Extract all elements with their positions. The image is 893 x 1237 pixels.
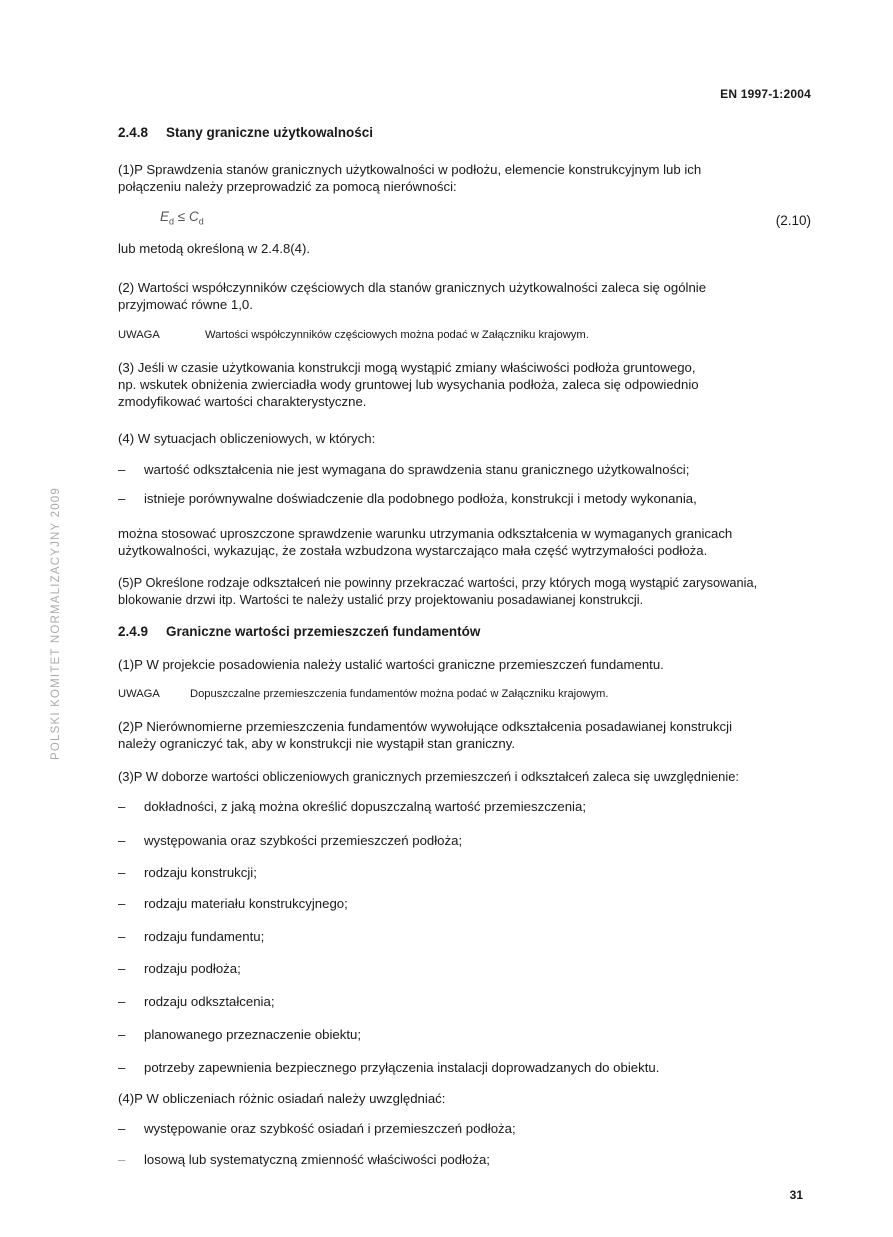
note-label: UWAGA: [118, 329, 160, 341]
paragraph-line: np. wskutek obniżenia zwierciadła wody gruntowej lub wysychania podłoża, zaleca się odpowiednio: [118, 377, 699, 392]
section-heading-2-4-9: [118, 624, 480, 639]
paragraph-1p: [118, 161, 798, 195]
paragraph-line: zmodyfikować wartości charakterystyczne.: [118, 394, 367, 409]
paragraph-line: (1)P Sprawdzenia stanów granicznych użytkowalności w podłożu, elemencie konstrukcyjnym lub ich: [118, 162, 702, 177]
paragraph-line: (5)P Określone rodzaje odkształceń nie powinny przekraczać wartości, przy których mogą wystąpić zarysowania,: [118, 575, 758, 590]
section-title: Stany graniczne użytkowalności: [166, 125, 374, 140]
note-2: [118, 688, 608, 700]
paragraph-line: można stosować uproszczone sprawdzenie warunku utrzymania odkształcenia w wymaganych granicach: [118, 526, 733, 541]
paragraph-4p: (4)P W obliczeniach różnic osiadań należy uwzględniać:: [118, 1091, 446, 1106]
paragraph-2: [118, 279, 798, 313]
document-id: EN 1997-1:2004: [720, 87, 811, 101]
paragraph-3: [118, 359, 798, 410]
paragraph-line: użytkowalności, wykazując, że została wzbudzona wystarczająco mała część wytrzymałości podłoża.: [118, 543, 708, 558]
note-label: UWAGA: [118, 688, 160, 700]
paragraph-line: należy ograniczyć tak, aby w konstrukcji nie wystąpił stan graniczny.: [118, 736, 516, 751]
paragraph-5p: [118, 574, 818, 608]
paragraph-line: (2) Wartości współczynników częściowych dla stanów granicznych użytkowalności zaleca się ogólnie: [118, 280, 707, 295]
paragraph-2p: [118, 718, 798, 752]
section-heading-2-4-8: [118, 125, 373, 140]
paragraph-line: blokowanie drzwi itp. Wartości te należy ustalić przy projektowaniu posadawianej konstrukcji.: [118, 592, 644, 607]
paragraph-4: (4) W sytuacjach obliczeniowych, w których:: [118, 431, 376, 446]
page-number: 31: [789, 1188, 803, 1202]
paragraph-3p: (3)P W doborze wartości obliczeniowych granicznych przemieszczeń i odkształceń zaleca się uwzględnienie:: [118, 769, 739, 784]
paragraph-after-formula: lub metodą określoną w 2.4.8(4).: [118, 241, 311, 256]
section-number: 2.4.9: [118, 624, 149, 639]
side-watermark: POLSKI KOMITET NORMALIZACYJNY 2009: [50, 486, 62, 760]
section-number: 2.4.8: [118, 125, 149, 140]
paragraph-line: (2)P Nierównomierne przemieszczenia fundamentów wywołujące odkształcenia posadawianej konstrukcji: [118, 719, 733, 734]
section-title: Graniczne wartości przemieszczeń fundamentów: [166, 624, 481, 639]
note-1: [118, 329, 589, 341]
note-text: Wartości współczynników częściowych można podać w Załączniku krajowym.: [205, 329, 589, 341]
formula-2-10: $E_d \le C_d$: [160, 209, 204, 227]
paragraph-line: połączeniu należy przeprowadzić za pomocą nierówności:: [118, 179, 457, 194]
equation-number: (2.10): [775, 213, 811, 228]
paragraph-4-conclusion: [118, 525, 798, 559]
paragraph-1p: (1)P W projekcie posadowienia należy ustalić wartości graniczne przemieszczeń fundamentu.: [118, 657, 664, 672]
paragraph-line: przyjmować równe 1,0.: [118, 297, 253, 312]
paragraph-line: (3) Jeśli w czasie użytkowania konstrukcji mogą wystąpić zmiany właściwości podłoża gruntowego,: [118, 360, 696, 375]
note-text: Dopuszczalne przemieszczenia fundamentów można podać w Załączniku krajowym.: [190, 688, 609, 700]
